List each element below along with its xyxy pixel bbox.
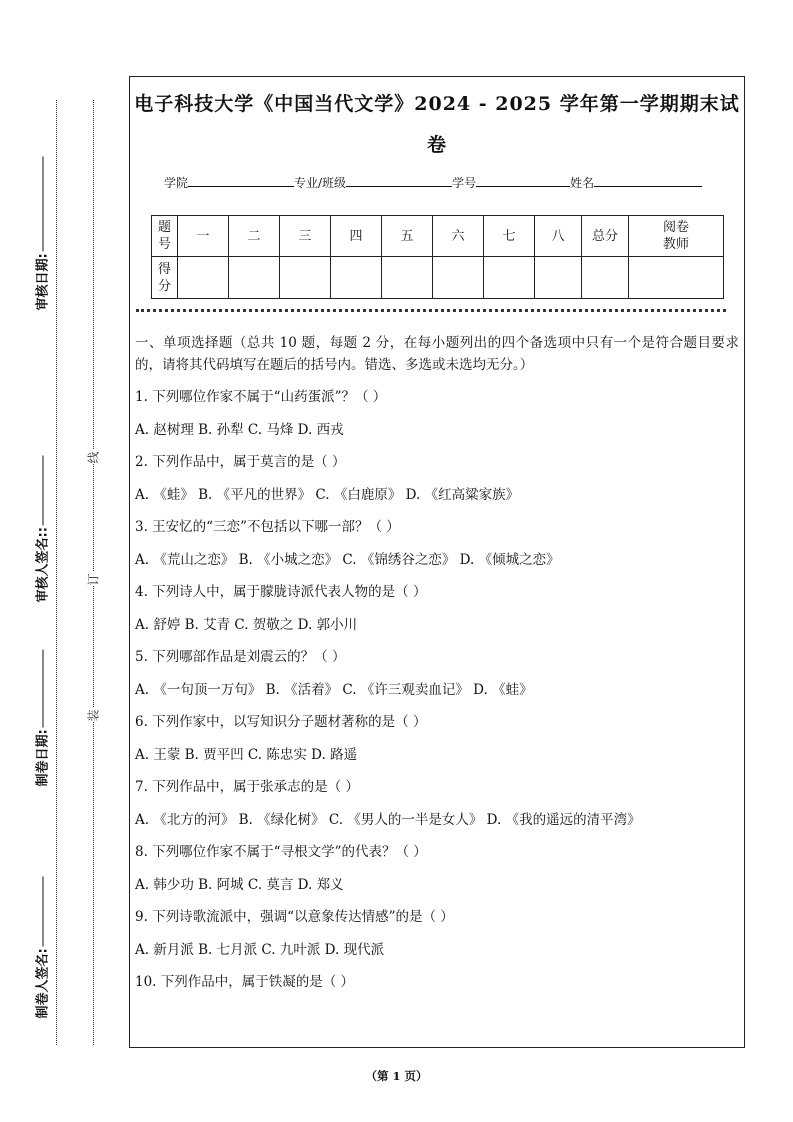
score-cell[interactable]: [229, 257, 280, 299]
question-6: 6. 下列作家中，以写知识分子题材著称的是（ ）: [135, 714, 427, 730]
score-cell[interactable]: [178, 257, 229, 299]
student-info-row: [164, 174, 702, 191]
question-9: 9. 下列诗歌流派中，强调“以意象传达情感”的是（ ）: [135, 909, 454, 925]
dotted-separator: [136, 309, 726, 312]
score-cell[interactable]: [433, 257, 484, 299]
section-instructions: 一、单项选择题（总共 10 题，每题 2 分，在每小题列出的四个备选项中只有一个是符合题目要求的，请将其代码填写在题后的括号内。错选、多选或未选均无分。）: [135, 335, 739, 373]
major-label: 专业/班级: [294, 176, 347, 190]
question-7: 7. 下列作品中，属于张承志的是（ ）: [135, 779, 359, 795]
score-header-cell: 五: [382, 216, 433, 257]
exam-title-line2: 卷: [426, 134, 447, 156]
question-8-options: A. 韩少功 B. 阿城 C. 莫言 D. 郑义: [135, 876, 344, 893]
question-6-options: A. 王蒙 B. 贾平凹 C. 陈忠实 D. 路遥: [135, 746, 358, 763]
question-8: 8. 下列哪位作家不属于“寻根文学”的代表？（ ）: [135, 844, 427, 860]
name-field[interactable]: [594, 175, 702, 187]
score-table: [151, 215, 724, 299]
page-number: （第 1 页）: [365, 1069, 428, 1083]
score-cell[interactable]: [582, 257, 629, 299]
question-5-options: A. 《一句顶一万句》 B. 《活着》 C. 《许三观卖血记》 D. 《蛙》: [135, 681, 533, 698]
score-cell[interactable]: [382, 257, 433, 299]
binding-mark-xian: 线: [86, 451, 101, 464]
binding-dotted-line-outer: [56, 100, 57, 1045]
question-2-options: A. 《蛙》 B. 《平凡的世界》 C. 《白鹿原》 D. 《红高粱家族》: [135, 486, 520, 503]
score-cell[interactable]: [629, 257, 724, 299]
college-label: 学院: [164, 176, 189, 190]
score-row-label: 得 分: [152, 257, 178, 299]
question-2: 2. 下列作品中，属于莫言的是（ ）: [135, 454, 346, 470]
question-4: 4. 下列诗人中，属于朦胧诗派代表人物的是（ ）: [135, 584, 427, 600]
question-10: 10. 下列作品中，属于铁凝的是（ ）: [135, 974, 355, 990]
major-field[interactable]: [346, 175, 452, 187]
binding-mark-zhuang: 装: [86, 709, 101, 722]
binding-mark-ding: 订: [86, 573, 101, 586]
maker-signature-label: 制卷人签名:: [32, 861, 51, 1019]
score-cell[interactable]: [280, 257, 331, 299]
reviewer-date-label: 审核日期:: [32, 161, 51, 311]
reviewer-signature-label: 审核人签名::: [32, 437, 51, 603]
exam-frame: [129, 76, 745, 1048]
maker-date-label: 制卷日期:: [32, 633, 51, 787]
score-cell[interactable]: [484, 257, 535, 299]
score-header-cell: 四: [331, 216, 382, 257]
score-header-cell: 七: [484, 216, 535, 257]
question-4-options: A. 舒婷 B. 艾青 C. 贺敬之 D. 郭小川: [135, 616, 358, 633]
score-header-cell: 六: [433, 216, 484, 257]
college-field[interactable]: [188, 175, 294, 187]
score-header-cell: 三: [280, 216, 331, 257]
score-header-cell: 题 号: [152, 216, 178, 257]
question-9-options: A. 新月派 B. 七月派 C. 九叶派 D. 现代派: [135, 941, 385, 958]
question-7-options: A. 《北方的河》 B. 《绿化树》 C. 《男人的一半是女人》 D. 《我的遥远的清平湾》: [135, 811, 641, 828]
question-5: 5. 下列哪部作品是刘震云的？（ ）: [135, 649, 346, 665]
score-header-cell: 一: [178, 216, 229, 257]
question-1-options: A. 赵树理 B. 孙犁 C. 马烽 D. 西戎: [135, 421, 344, 438]
question-3: 3. 王安忆的“三恋”不包括以下哪一部？（ ）: [135, 519, 400, 535]
question-1: 1. 下列哪位作家不属于“山药蛋派”？（ ）: [135, 389, 387, 405]
question-3-options: A. 《荒山之恋》 B. 《小城之恋》 C. 《锦绣谷之恋》 D. 《倾城之恋》: [135, 551, 560, 568]
score-header-cell: 二: [229, 216, 280, 257]
score-header-cell: 总分: [582, 216, 629, 257]
exam-title-line1: 电子科技大学《中国当代文学》2024 - 2025 学年第一学期期末试: [134, 93, 740, 115]
student-id-field[interactable]: [476, 175, 570, 187]
score-header-cell: 阅卷 教师: [629, 216, 724, 257]
score-header-cell: 八: [535, 216, 582, 257]
score-cell[interactable]: [535, 257, 582, 299]
section-single-choice: [135, 332, 739, 1004]
score-cell[interactable]: [331, 257, 382, 299]
name-label: 姓名: [570, 176, 595, 190]
student-id-label: 学号: [452, 176, 477, 190]
